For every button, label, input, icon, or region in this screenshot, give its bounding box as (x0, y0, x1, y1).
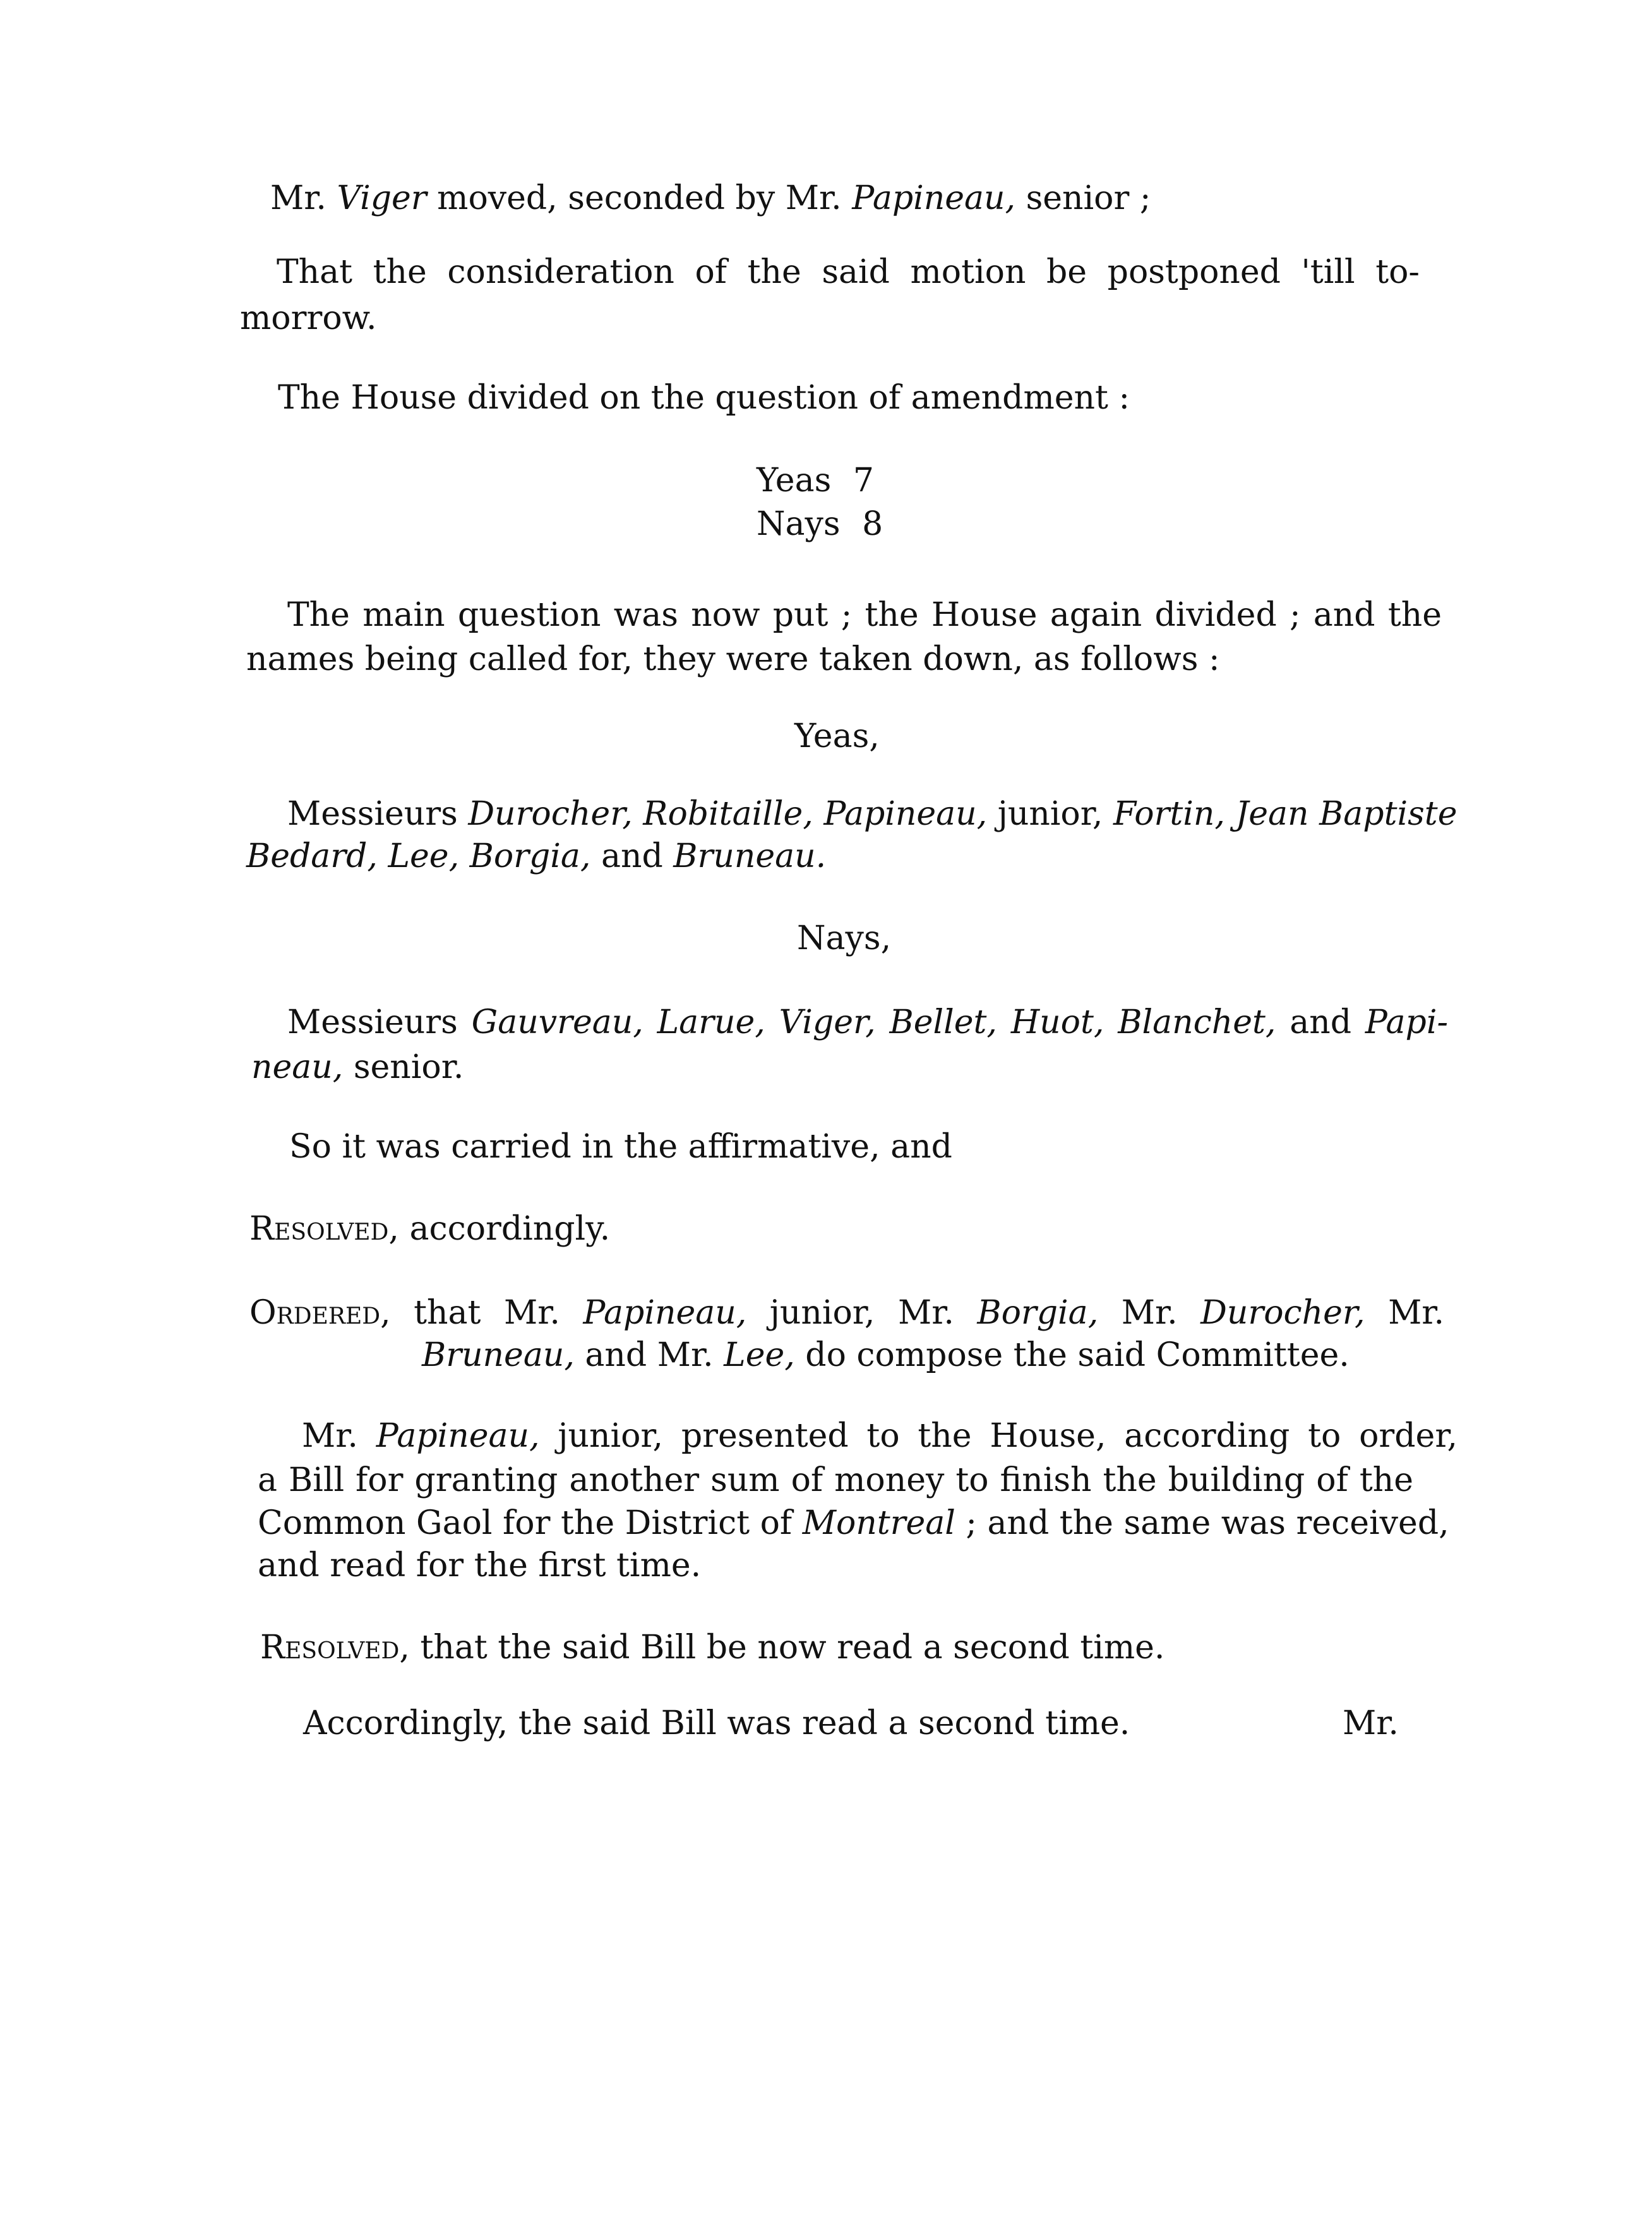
name: Durocher, (468, 795, 633, 833)
name: Papineau, (376, 1417, 540, 1455)
motion-paragraph (270, 179, 1151, 217)
text: Messieurs (287, 1003, 472, 1041)
name: Bellet, (889, 1003, 997, 1041)
ordered-line-2 (422, 1336, 1350, 1374)
yeas-heading: Yeas, (794, 717, 880, 755)
bill-paragraph-line-1 (302, 1417, 1457, 1455)
nays-names-line-1 (287, 1003, 1449, 1041)
nays-names-line-2 (251, 1048, 464, 1086)
yeas-names-line-1 (287, 795, 1457, 833)
text: and (1276, 1003, 1365, 1041)
name: Bruneau, (422, 1336, 575, 1374)
name: Durocher, (1200, 1294, 1365, 1332)
division-paragraph: The House divided on the question of amendment : (278, 379, 1130, 417)
main-question-line-2: names being called for, they were taken down, as follows : (246, 640, 1220, 678)
text: and (590, 837, 674, 875)
text: and Mr. (574, 1336, 724, 1374)
name: Lee, (388, 837, 460, 875)
name: Papineau, (583, 1294, 747, 1332)
tally-nays (757, 505, 883, 543)
text: accordingly. (398, 1210, 611, 1248)
name: Bedard, (246, 837, 378, 875)
accordingly-paragraph: Accordingly, the said Bill was read a second time. (303, 1704, 1130, 1742)
resolved-label: Resolved, (260, 1629, 410, 1667)
resolved-second-reading (260, 1629, 1165, 1667)
name: Borgia, (469, 837, 591, 875)
name: Fortin, (1113, 795, 1225, 833)
text: do compose the said Committee. (794, 1336, 1350, 1374)
postpone-paragraph-line-1: That the consideration of the said motion be postponed 'till to- (277, 253, 1420, 291)
nays-count: 8 (862, 505, 883, 543)
resolved-accordingly (249, 1210, 611, 1248)
text: that Mr. (390, 1294, 584, 1332)
postpone-paragraph-line-2: morrow. (240, 299, 377, 337)
text: senior ; (1015, 179, 1151, 217)
affirmative-paragraph: So it was carried in the affirmative, and (289, 1128, 952, 1166)
text: Mr. (270, 179, 337, 217)
name: Larue, (657, 1003, 765, 1041)
name: Blanchet, (1118, 1003, 1276, 1041)
text: senior. (343, 1048, 464, 1086)
text: Messieurs (287, 795, 469, 833)
tally-yeas (757, 462, 874, 500)
yeas-count: 7 (853, 462, 874, 500)
nays-label: Nays (757, 505, 841, 543)
place-montreal: Montreal (802, 1504, 955, 1542)
bill-paragraph-line-4: and read for the first time. (258, 1547, 702, 1584)
text: ; and the same was received, (955, 1504, 1449, 1542)
text: junior, presented to the House, according to order, (539, 1417, 1457, 1455)
ordered-label: Ordered, (249, 1294, 391, 1332)
name: Robitaille, (643, 795, 813, 833)
name: neau, (251, 1048, 344, 1086)
text: Common Gaol for the District of (258, 1504, 803, 1542)
catchword: Mr. (1343, 1704, 1399, 1742)
text: junior, (987, 795, 1113, 833)
name: Papi- (1365, 1003, 1449, 1041)
main-question-line-1: The main question was now put ; the House again divided ; and the (287, 596, 1442, 634)
name-papineau: Papineau, (852, 179, 1016, 217)
resolved-label: Resolved, (249, 1210, 399, 1248)
name: Viger, (779, 1003, 876, 1041)
name-viger: Viger (337, 179, 427, 217)
text: that the said Bill be now read a second time. (409, 1629, 1165, 1667)
name: Jean Baptiste (1235, 795, 1457, 833)
bill-paragraph-line-3 (258, 1504, 1449, 1542)
nays-heading: Nays, (797, 919, 892, 957)
name: Papineau, (823, 795, 988, 833)
name: Gauvreau, (471, 1003, 643, 1041)
name: Huot, (1010, 1003, 1104, 1041)
name: Bruneau. (673, 837, 827, 875)
yeas-label: Yeas (757, 462, 832, 500)
ordered-line-1 (249, 1294, 1444, 1332)
name: Borgia, (977, 1294, 1099, 1332)
name: Lee, (724, 1336, 795, 1374)
text: junior, Mr. (746, 1294, 978, 1332)
text: Mr. (1365, 1294, 1444, 1332)
text: Mr. (302, 1417, 376, 1455)
text: Mr. (1098, 1294, 1201, 1332)
yeas-names-line-2 (246, 837, 827, 875)
bill-paragraph-line-2: a Bill for granting another sum of money to finish the building of the (258, 1461, 1413, 1499)
text: moved, seconded by Mr. (426, 179, 853, 217)
